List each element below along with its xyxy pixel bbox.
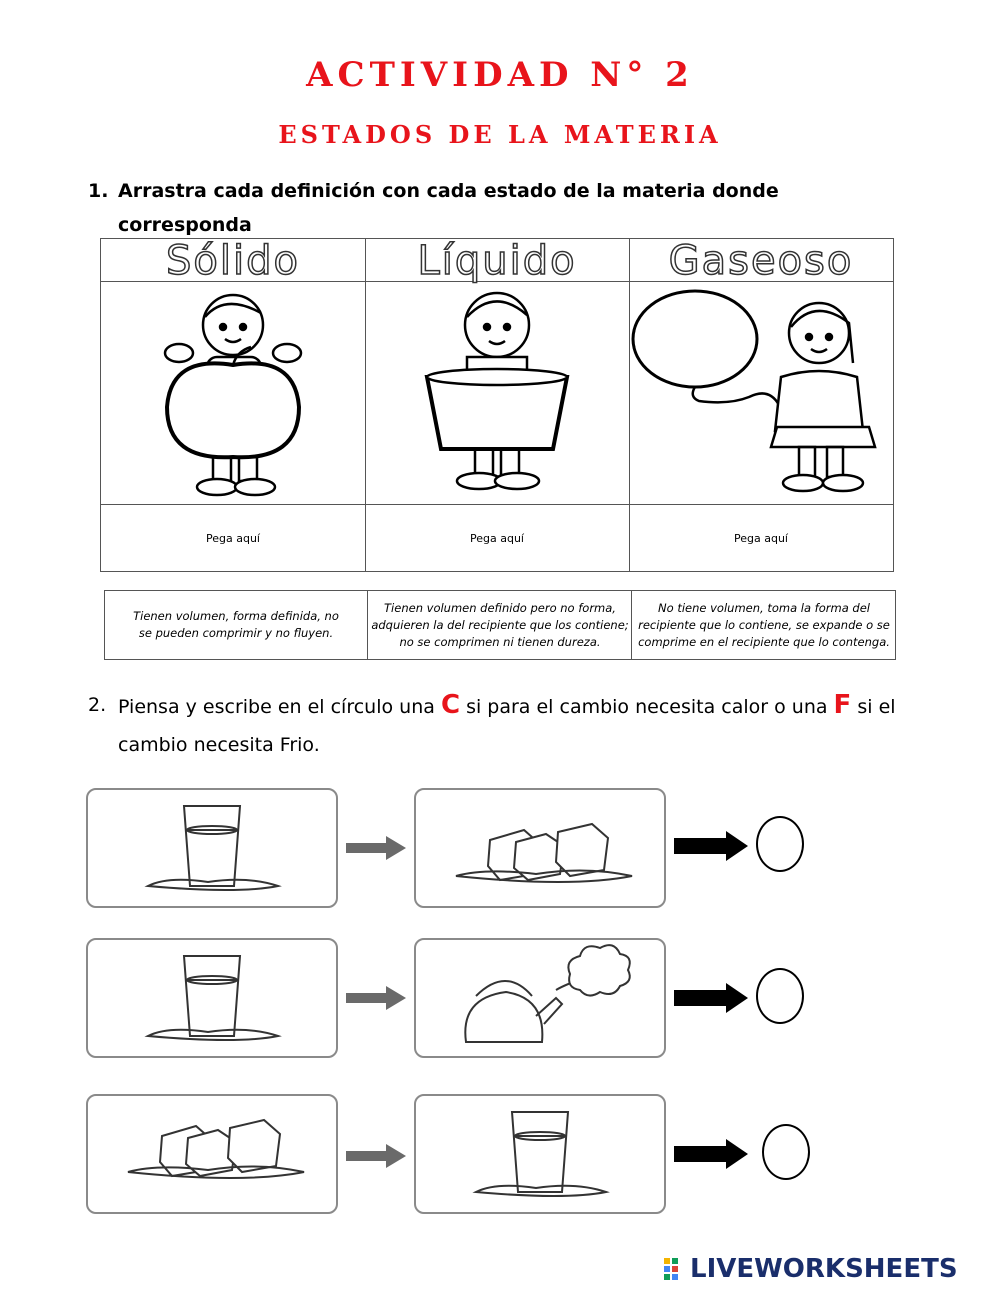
- page-title: ACTIVIDAD N° 2: [306, 55, 694, 95]
- state-gas-label: Gaseoso: [668, 238, 854, 284]
- girl-with-balloon-icon: [631, 287, 893, 501]
- change-from-box: [86, 1094, 338, 1214]
- arrow-icon: [344, 834, 408, 862]
- states-table: [100, 238, 894, 572]
- change-to-box: [414, 788, 666, 908]
- liveworksheets-logo-icon: [664, 1258, 686, 1282]
- definitions-row: [104, 590, 896, 660]
- answer-circle[interactable]: [762, 1124, 810, 1180]
- answer-circle[interactable]: [756, 816, 804, 872]
- question-1-number: 1.: [88, 180, 109, 202]
- drop-zone-liquid[interactable]: Pega aquí: [470, 532, 524, 545]
- question-2-text-a: Piensa y escribe en el círculo una: [118, 696, 441, 718]
- page-subtitle: ESTADOS DE LA MATERIA: [278, 120, 722, 149]
- question-2-text-c: si el cambio necesita Frio.: [118, 696, 896, 756]
- arrow-icon: [674, 830, 750, 862]
- boy-with-bucket-icon: [407, 287, 587, 501]
- change-to-box: [414, 938, 666, 1058]
- ice-cubes-icon: [416, 790, 664, 906]
- change-to-box: [414, 1094, 666, 1214]
- ice-cubes-icon: [88, 1096, 336, 1212]
- definition-card[interactable]: Tienen volumen, forma definida, no se pueden comprimir y no fluyen.: [133, 609, 339, 640]
- arrow-icon: [344, 1142, 408, 1170]
- drop-zone-gas[interactable]: Pega aquí: [734, 532, 788, 545]
- change-from-box: [86, 788, 338, 908]
- brand-name[interactable]: LIVEWORKSHEETS: [690, 1254, 958, 1284]
- question-2-text: [118, 686, 958, 764]
- answer-circle[interactable]: [756, 968, 804, 1024]
- arrow-icon: [674, 1138, 750, 1170]
- glass-of-water-icon: [416, 1096, 664, 1212]
- change-from-box: [86, 938, 338, 1058]
- question-2-number: 2.: [88, 694, 107, 716]
- state-solid-label: Sólido: [166, 238, 300, 284]
- question-1-text: Arrastra cada definición con cada estado de la materia donde corresponda: [118, 180, 779, 236]
- kettle-steam-icon: [416, 940, 664, 1056]
- state-liquid-label: Líquido: [417, 238, 577, 284]
- letter-c: C: [440, 690, 461, 720]
- question-2-text-b: si para el cambio necesita calor o una: [460, 696, 834, 718]
- glass-of-water-icon: [88, 790, 336, 906]
- drop-zone-solid[interactable]: Pega aquí: [206, 532, 260, 545]
- letter-f: F: [833, 690, 852, 720]
- arrow-icon: [674, 982, 750, 1014]
- definition-card[interactable]: No tiene volumen, toma la forma del recipiente que lo contiene, se expande o se comprime en el recipiente que lo contenga.: [638, 600, 890, 649]
- definition-card[interactable]: Tienen volumen definido pero no forma, adquieren la del recipiente que los contiene; no se comprimen ni tienen dureza.: [371, 600, 629, 649]
- glass-of-water-icon: [88, 940, 336, 1056]
- girl-with-apple-icon: [141, 287, 331, 501]
- arrow-icon: [344, 984, 408, 1012]
